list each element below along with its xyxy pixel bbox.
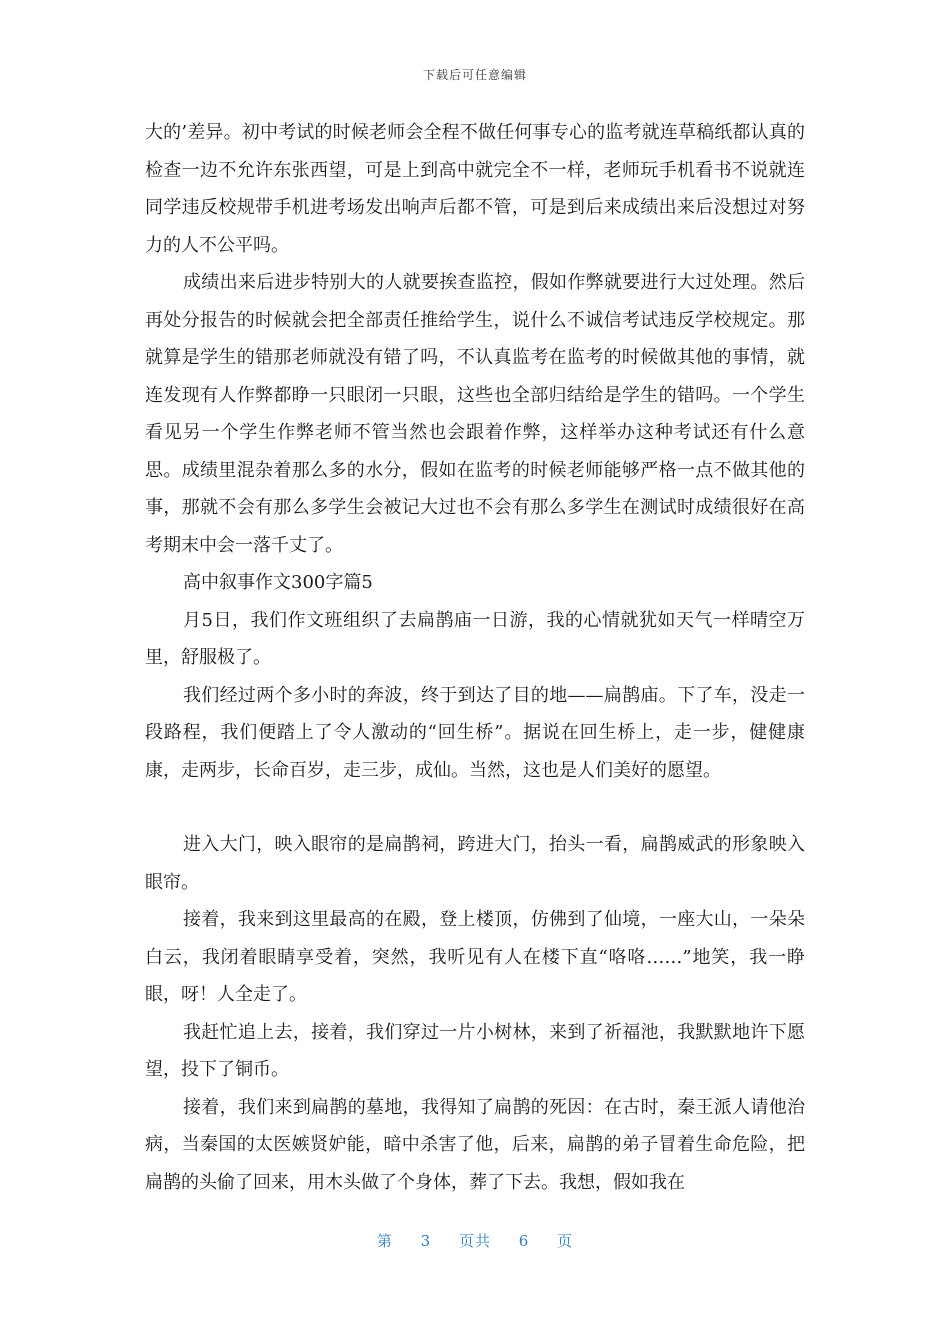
current-page-number: 3 bbox=[420, 1232, 432, 1250]
paragraph-6: 接着，我来到这里最高的在殿，登上楼顶，仿佛到了仙境，一座大山，一朵朵白云，我闭着眼睛享受着，突然，我听见有人在楼下直“咯咯……”地笑，我一睁眼，呀！人全走了。 bbox=[145, 909, 805, 1005]
paragraph-2: 成绩出来后进步特别大的人就要挨查监控，假如作弊就要进行大过处理。然后再处分报告的时候就会把全部责任推给学生，说什么不诚信考试违反学校规定。那就算是学生的错那老师就没有错了吗，不认真监考在监考的时候做其他的事情，就连发现有人作弊都睁一只眼闭一只眼，这些也全部归结给是学生的错吗。一个学生看见另一个学生作弊老师不管当然也会跟着作弊，这样举办这种考试还有什么意思。成绩里混杂着那么多的水分，假如在监考的时候老师能够严格一点不做其他的事，那就不会有那么多学生会被记大过也不会有那么多学生在测试时成绩很好在高考期末中会一落千丈了。 bbox=[145, 272, 805, 556]
paragraph-5: 进入大门，映入眼帘的是扁鹊祠，跨进大门，抬头一看，扁鹊威武的形象映入眼帘。 bbox=[145, 834, 805, 893]
document-body bbox=[145, 114, 805, 1201]
paragraph-7: 我赶忙追上去，接着，我们穿过一片小树林，来到了祈福池，我默默地许下愿望，投下了铜币。 bbox=[145, 1021, 805, 1080]
paragraph-8: 接着，我们来到扁鹊的墓地，我得知了扁鹊的死因：在古时，秦王派人请他治病，当秦国的太医嫉贤妒能，暗中杀害了他，后来，扁鹊的弟子冒着生命危险，把扁鹊的头偷了回来，用木头做了个身体，葬了下去。我想，假如我在 bbox=[145, 1096, 805, 1193]
footer-middle: 页共 bbox=[458, 1232, 491, 1250]
paragraph-3: 月5日，我们作文班组织了去扁鹊庙一日游，我的心情就犹如天气一样晴空万里，舒服极了。 bbox=[145, 609, 805, 668]
footer-suffix: 页 bbox=[557, 1232, 574, 1250]
section-heading: 高中叙事作文300字篇5 bbox=[183, 572, 373, 593]
page-header: 下载后可任意编辑 bbox=[422, 68, 527, 82]
total-page-number: 6 bbox=[518, 1232, 530, 1250]
paragraph-1: 大的’差异。初中考试的时候老师会全程不做任何事专心的监考就连草稿纸都认真的检查一边不允许东张西望，可是上到高中就完全不一样，老师玩手机看书不说就连同学违反校规带手机进考场发出响声后都不管，可是到后来成绩出来后没想过对努力的人不公平吗。 bbox=[145, 122, 805, 256]
page-footer bbox=[0, 1230, 950, 1251]
footer-prefix: 第 bbox=[376, 1232, 393, 1250]
paragraph-4: 我们经过两个多小时的奔波，终于到达了目的地——扁鹊庙。下了车，没走一段路程，我们便踏上了令人激动的“回生桥”。据说在回生桥上，走一步，健健康康，走两步，长命百岁，走三步，成仙。当然，这也是人们美好的愿望。 bbox=[145, 684, 805, 781]
